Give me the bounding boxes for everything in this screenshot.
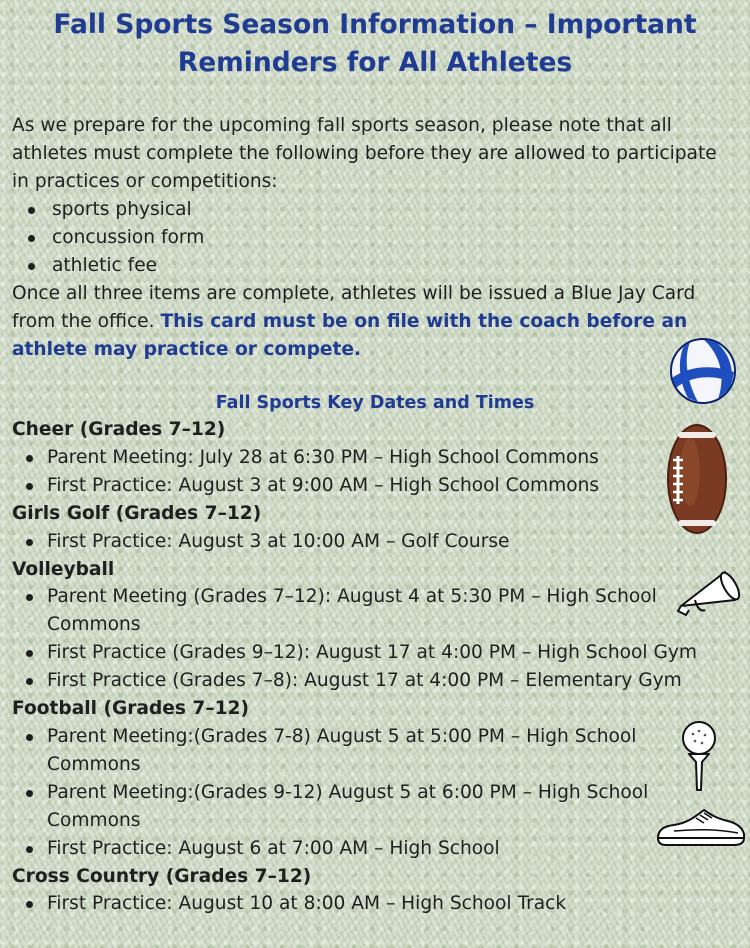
sport-name-cross-country: Cross Country (Grades 7–12) [12,865,312,887]
event-item: First Practice: August 3 at 10:00 AM – Golf Course [12,528,732,556]
event-item: Parent Meeting: July 28 at 6:30 PM – High School Commons [12,444,732,472]
closing-text: Once all three items are complete, athletes will be issued a Blue Jay Card from the office. [12,283,696,332]
event-item: Parent Meeting:(Grades 7-8) August 5 at 5:00 PM – High School Commons [12,723,732,779]
event-item: Parent Meeting:(Grades 9-12) August 5 at 6:00 PM – High School Commons [12,779,732,835]
page-title [0,6,750,82]
closing-emphasis: This card must be on file with the coach before an athlete may practice or compete. [12,311,688,360]
requirement-item: concussion form [12,224,732,252]
events-girls-golf [12,528,732,556]
sport-name-football: Football (Grades 7–12) [12,698,250,720]
requirement-item: athletic fee [12,252,732,280]
sport-name-girls-golf: Girls Golf (Grades 7–12) [12,502,262,524]
schedule-section [12,416,732,918]
events-football [12,723,732,863]
megaphone-icon [675,560,747,622]
running-shoe-icon [654,806,748,848]
closing-paragraph [12,280,732,364]
event-item: Parent Meeting (Grades 7–12): August 4 at 5:30 PM – High School Commons [12,583,732,639]
event-item: First Practice (Grades 7–8): August 17 at 4:00 PM – Elementary Gym [12,667,732,695]
title-line-1: Fall Sports Season Information – Important [53,9,697,40]
intro-paragraph: As we prepare for the upcoming fall sports season, please note that all athletes must complete the following before they are allowed to participate in practices or competitions: [12,115,717,192]
football-icon [664,422,730,536]
title-line-2: Reminders for All Athletes [177,47,573,78]
event-item: First Practice: August 10 at 8:00 AM – High School Track [12,890,732,918]
events-volleyball [12,583,732,695]
events-cross-country [12,890,732,918]
requirement-item: sports physical [12,196,732,224]
intro-section [12,112,732,364]
volleyball-icon [668,336,738,406]
golf-ball-on-tee-icon [677,720,721,794]
events-cheer [12,444,732,500]
event-item: First Practice: August 3 at 9:00 AM – High School Commons [12,472,732,500]
sport-name-cheer: Cheer (Grades 7–12) [12,419,226,440]
schedule-heading: Fall Sports Key Dates and Times [215,393,535,413]
event-item: First Practice (Grades 9–12): August 17 at 4:00 PM – High School Gym [12,639,732,667]
requirements-list [12,196,732,280]
sport-name-volleyball: Volleyball [12,558,115,580]
event-item: First Practice: August 6 at 7:00 AM – High School [12,835,732,863]
